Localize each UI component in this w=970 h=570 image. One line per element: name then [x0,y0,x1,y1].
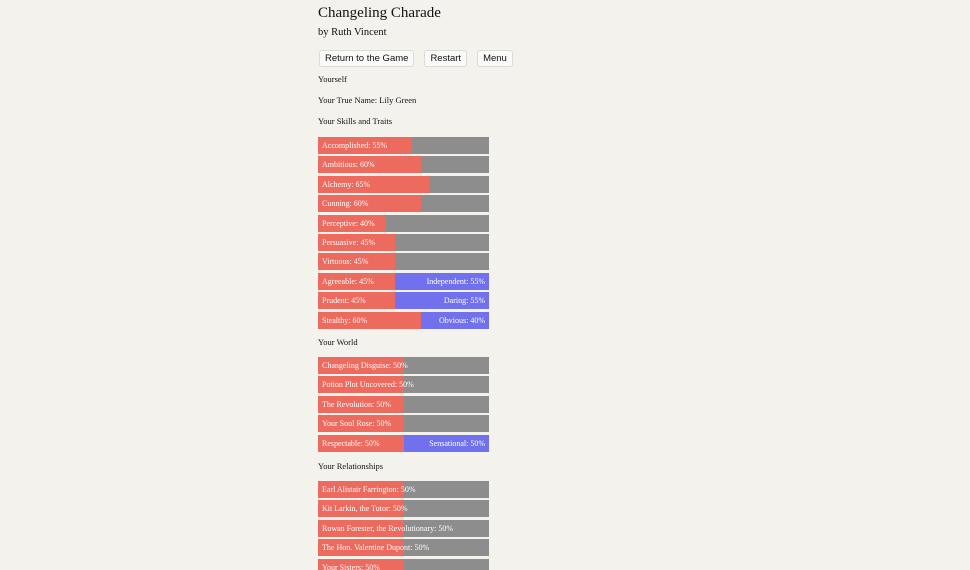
restart-button[interactable]: Restart [424,50,467,67]
stat-bar [318,176,489,193]
game-author: by Ruth Vincent [318,27,387,38]
stat-bar [318,415,489,432]
stat-bar [318,559,489,570]
true-name-text: Your True Name: Lily Green [318,95,417,105]
return-to-game-button[interactable]: Return to the Game [319,50,414,67]
section-yourself-heading: Yourself [318,74,347,84]
stat-bar [318,253,489,270]
stat-bar [318,137,489,154]
stat-bar-label: Persuasive: 45% [322,238,376,247]
stat-bar-opposed-label: Obvious: 40% [439,315,485,325]
stat-bar-label: Your Soul Rose: 50% [322,419,392,429]
stat-bar [318,292,489,309]
stat-bar-label: Rowan Forester, the Revolutionary: 50% [322,523,453,533]
menu-button[interactable]: Menu [477,50,513,67]
stat-bar-opposed-label: Independent: 55% [426,276,485,286]
stat-bar-label: Changeling Disguise: 50% [322,361,408,370]
stat-bar-opposed-label: Sensational: 50% [429,438,485,448]
stat-bar [318,396,489,413]
stat-bar-label: Kit Larkin, the Tutor: 50% [322,504,408,514]
stat-bar [318,195,489,212]
stat-bar-label: The Revolution: 50% [322,399,391,409]
stat-bar-label: Earl Alistair Farrington: 50% [322,485,416,494]
stat-bar-label: Cunning: 60% [322,199,369,209]
section-skills-heading: Your Skills and Traits [318,116,393,126]
stat-bar-opposed-label: Daring: 55% [443,296,485,306]
stat-bar-label: Ambitious: 60% [322,160,375,170]
stat-bar [318,357,489,374]
section-world-heading: Your World [318,337,358,347]
stat-bar-label: Virtuous: 45% [322,257,369,267]
stat-bar [318,481,489,498]
stat-bar [318,500,489,517]
stat-bar [318,312,489,329]
stat-bar [318,435,489,452]
stat-bar [318,215,489,232]
stat-bar-label: Your Sisters: 50% [322,562,380,570]
stat-bar-label: Agreeable: 45% [322,276,374,286]
section-relationships-heading: Your Relationships [318,461,384,471]
stat-bar [318,376,489,393]
stat-bar [318,539,489,556]
stat-bar [318,520,489,537]
stat-bar-label: Respectable: 50% [322,438,380,448]
toolbar [319,48,519,64]
stat-bar-label: Stealthy: 60% [322,315,368,325]
stat-bar [318,234,489,251]
stat-bar-label: Prudent: 45% [322,296,366,306]
stat-bar [318,273,489,290]
stat-bar-label: The Hon. Valentine Dupont: 50% [322,543,430,553]
stat-bar-label: Potion Plot Uncovered: 50% [322,380,414,390]
game-title: Changeling Charade [318,5,441,21]
stat-bar-label: Accomplished: 55% [322,141,388,150]
stat-bar [318,156,489,173]
stat-bar-label: Alchemy: 65% [322,179,371,189]
stat-bar-label: Perceptive: 40% [322,218,375,228]
